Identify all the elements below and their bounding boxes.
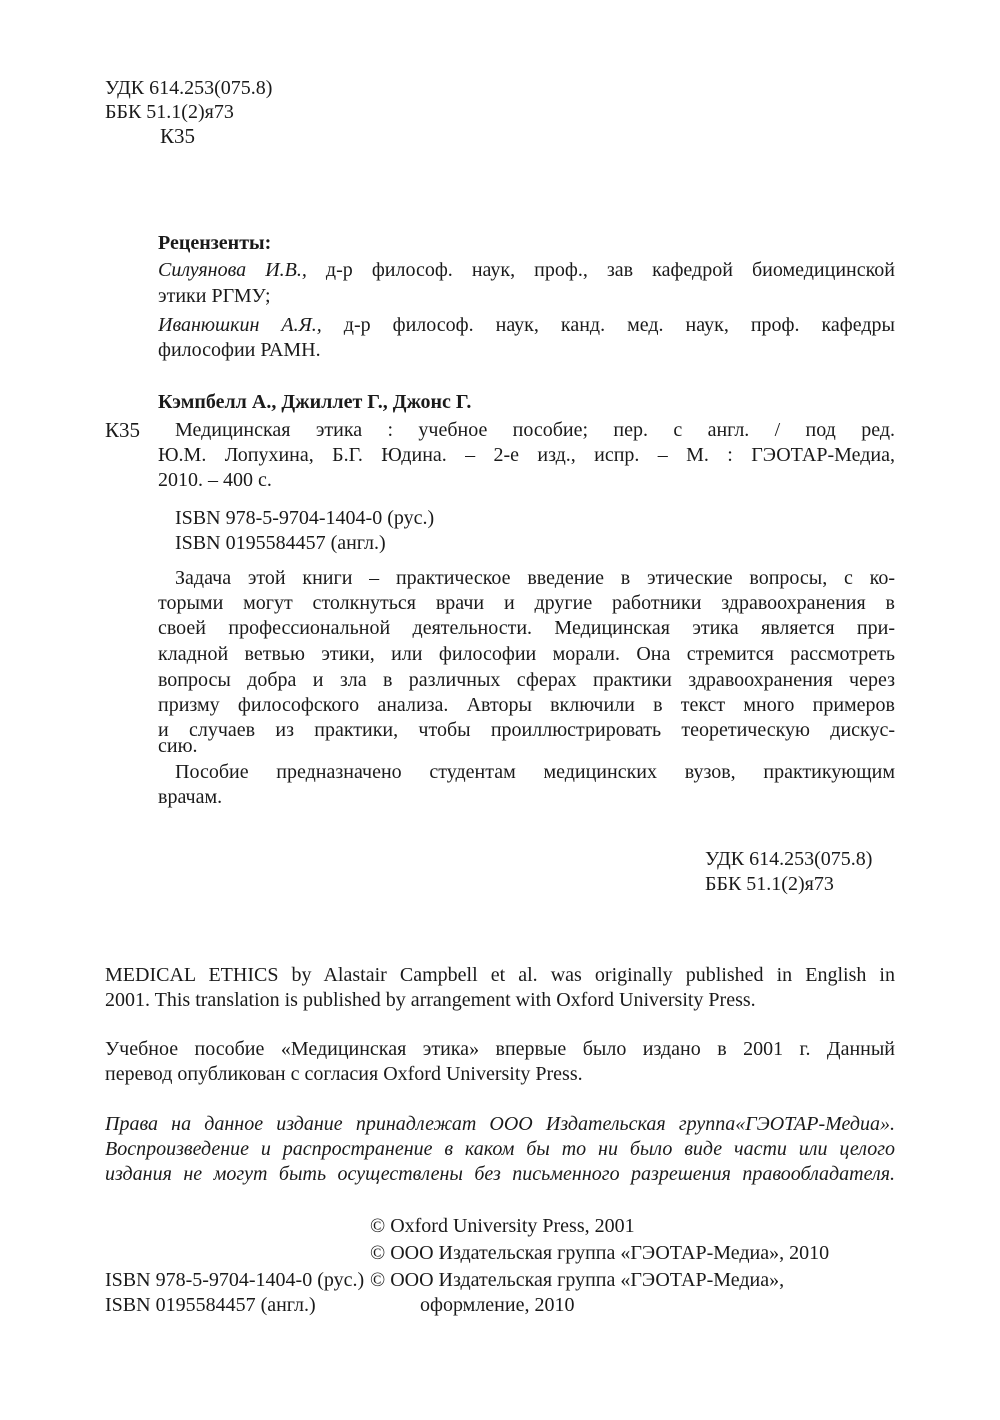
annotation-line: сию. [158, 735, 198, 757]
annotation-line: врачам. [158, 786, 223, 808]
bib-line: 2010. – 400 с. [158, 469, 272, 491]
original-ru-line: перевод опубликован с согласия Oxford University Press. [105, 1063, 583, 1085]
reviewer-2 [158, 313, 895, 337]
reviewer-1-text: д-р философ. наук, проф., зав кафедрой биомедицинской [325, 259, 895, 281]
annotation-line: и случаев из практики, чтобы проиллюстрировать теоретическую дискус- [158, 719, 895, 741]
bbk-bottom: ББК 51.1(2)я73 [705, 873, 834, 895]
rights-line: Права на данное издание принадлежат ООО Издательская группа«ГЭОТАР-Медиа». [105, 1113, 895, 1135]
copyright-design-cont: оформление, 2010 [420, 1294, 575, 1316]
copyright-design: © ООО Издательская группа «ГЭОТАР-Медиа», [370, 1269, 785, 1291]
reviewer-1-name: Силуянова И.В., [158, 259, 307, 281]
reviewer-1 [158, 258, 895, 282]
original-en-line: 2001. This translation is published by arrangement with Oxford University Press. [105, 989, 756, 1011]
reviewer-1-cont: этики РГМУ; [158, 285, 271, 307]
copyright-geotar: © ООО Издательская группа «ГЭОТАР-Медиа», 2010 [370, 1242, 830, 1264]
reviewer-2-cont: философии РАМН. [158, 339, 321, 361]
isbn-en-bottom: ISBN 0195584457 (англ.) [105, 1294, 316, 1316]
annotation-line: призму философского анализа. Авторы включили в текст много примеров [158, 694, 895, 716]
original-ru-line: Учебное пособие «Медицинская этика» впервые было издано в 2001 г. Данный [105, 1038, 895, 1060]
authors: Кэмпбелл А., Джиллет Г., Джонс Г. [158, 391, 472, 413]
udk-bottom: УДК 614.253(075.8) [705, 848, 873, 870]
bib-line: Ю.М. Лопухина, Б.Г. Юдина. – 2-е изд., испр. – М. : ГЭОТАР-Медиа, [158, 444, 895, 466]
rights-line: Воспроизведение и распространение в каком бы то ни было виде части или целого [105, 1138, 895, 1160]
isbn-ru-bottom: ISBN 978-5-9704-1404-0 (рус.) [105, 1269, 365, 1291]
annotation-line: вопросы добра и зла в различных сферах практики здравоохранения через [158, 669, 895, 691]
bib-code: К35 [105, 418, 141, 442]
bib-line: Медицинская этика : учебное пособие; пер. с англ. / под ред. [175, 419, 895, 441]
reviewer-2-text: д-р философ. наук, канд. мед. наук, проф. кафедры [343, 314, 895, 336]
reviewer-2-name: Иванюшкин А.Я., [158, 314, 322, 336]
annotation-line: Пособие предназначено студентам медицинских вузов, практикующим [175, 761, 895, 783]
rights-line: издания не могут быть осуществлены без письменного разрешения правообладателя. [105, 1163, 895, 1185]
bbk-code: ББК 51.1(2)я73 [105, 101, 234, 123]
reviewers-title: Рецензенты: [158, 232, 272, 254]
annotation-line: кладной ветвью этики, или философии морали. Она стремится рассмотреть [158, 643, 895, 665]
isbn-en: ISBN 0195584457 (англ.) [175, 532, 386, 554]
annotation-line: Задача этой книги – практическое введение в этические вопросы, с ко- [175, 567, 895, 589]
udk-code: УДК 614.253(075.8) [105, 77, 273, 99]
author-mark: К35 [160, 124, 196, 148]
annotation-line: торыми могут столкнуться врачи и другие работники здравоохранения в [158, 592, 895, 614]
original-en-line: MEDICAL ETHICS by Alastair Campbell et al. was originally published in English in [105, 964, 895, 986]
isbn-ru: ISBN 978-5-9704-1404-0 (рус.) [175, 507, 435, 529]
copyright-oup: © Oxford University Press, 2001 [370, 1215, 635, 1237]
annotation-line: своей профессиональной деятельности. Медицинская этика является при- [158, 617, 895, 639]
